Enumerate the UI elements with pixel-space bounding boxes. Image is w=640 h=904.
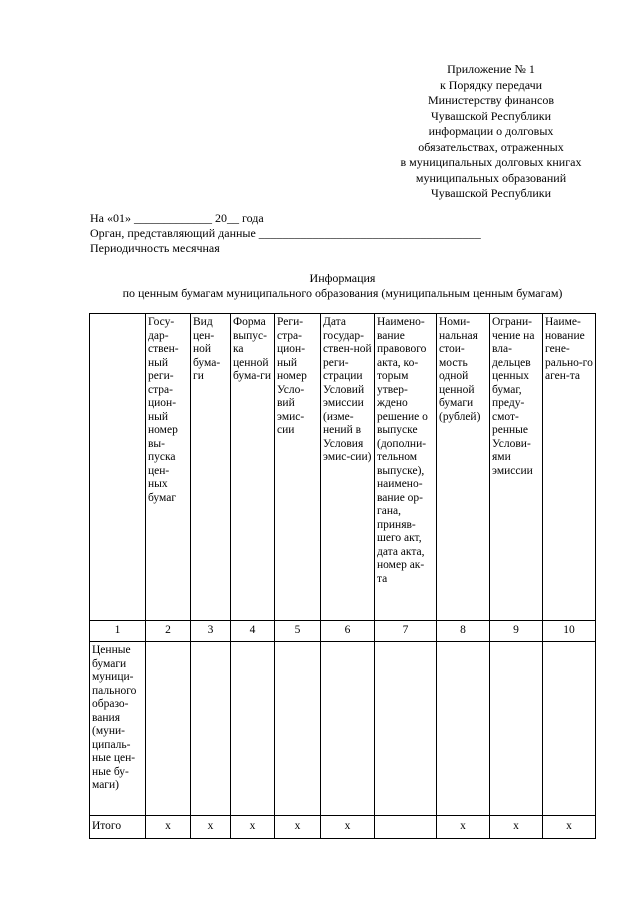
securities-table (89, 313, 596, 839)
table-cell (231, 642, 275, 816)
column-number: 5 (275, 621, 321, 642)
table-cell (321, 642, 375, 816)
column-number: 4 (231, 621, 275, 642)
row-label: Ценные бумаги муници-пального образо-вания (муни-ципаль-ные цен-ные бу-маги) (90, 642, 146, 816)
appendix-line: Чувашской Республики (430, 108, 552, 123)
total-cell: x (191, 816, 231, 839)
document-title (90, 271, 595, 301)
table-header-row (90, 314, 596, 621)
header-cell: Ограни-чение на вла-дельцев ценных бумаг, преду-смот-ренные Услови-ями эмиссии (490, 314, 543, 621)
table-cell (543, 642, 596, 816)
column-number-row (90, 621, 596, 642)
report-date-line: На «01» _____________ 20__ года (90, 211, 264, 225)
header-cell: Наимено-вание правового акта, ко-торым утвер-ждено решение о выпуске (дополни-тельном выпуске), наимено-вание ор-гана, приняв-шего акт, дата акта, номер ак-та (375, 314, 437, 621)
appendix-block (386, 62, 596, 202)
table-cell (490, 642, 543, 816)
title-line-2: по ценным бумагам муниципального образования (муниципальным ценным бумагам) (122, 286, 563, 300)
header-cell (90, 314, 146, 621)
column-number: 7 (375, 621, 437, 642)
total-cell: x (231, 816, 275, 839)
column-number: 9 (490, 621, 543, 642)
total-row (90, 816, 596, 839)
total-cell (375, 816, 437, 839)
column-number: 8 (437, 621, 490, 642)
report-meta (90, 211, 481, 256)
report-periodicity-line: Периодичность месячная (90, 241, 220, 255)
table-row (90, 642, 596, 816)
table-cell (375, 642, 437, 816)
report-organ-line: Орган, представляющий данные _____________________________________ (90, 226, 481, 240)
total-label: Итого (90, 816, 146, 839)
total-cell: x (490, 816, 543, 839)
total-cell: x (146, 816, 191, 839)
total-cell: x (437, 816, 490, 839)
header-cell: Дата государ-ствен-ной реги-страции Условий эмиссии (изме-нений в Условия эмис-сии) (321, 314, 375, 621)
column-number: 6 (321, 621, 375, 642)
appendix-line: Чувашской Республики (430, 186, 552, 200)
header-cell: Наиме-нование гене-рально-го аген-та (543, 314, 596, 621)
header-cell: Номи-нальная стои-мость одной ценной бумаги (рублей) (437, 314, 490, 621)
header-cell: Форма выпус-ка ценной бума-ги (231, 314, 275, 621)
appendix-line: информации о долговых (428, 124, 554, 138)
appendix-line: муниципальных образований (415, 170, 567, 185)
header-cell: Госу-дар-ствен-ный реги-стра-цион-ный номер вы-пуска цен-ных бумаг (146, 314, 191, 621)
table-cell (275, 642, 321, 816)
table-cell (146, 642, 191, 816)
total-cell: x (321, 816, 375, 839)
column-number: 3 (191, 621, 231, 642)
total-cell: x (275, 816, 321, 839)
column-number: 2 (146, 621, 191, 642)
column-number: 1 (90, 621, 146, 642)
appendix-line: обязательствах, отраженных (418, 139, 564, 154)
header-cell: Вид цен-ной бума-ги (191, 314, 231, 621)
title-line-1: Информация (309, 271, 376, 285)
total-cell: x (543, 816, 596, 839)
appendix-line: Приложение № 1 (447, 62, 535, 76)
column-number: 10 (543, 621, 596, 642)
appendix-line: Министерству финансов (427, 93, 555, 107)
appendix-line: в муниципальных долговых книгах (400, 155, 582, 169)
header-cell: Реги-стра-цион-ный номер Усло-вий эмис-сии (275, 314, 321, 621)
table-cell (437, 642, 490, 816)
table-cell (191, 642, 231, 816)
appendix-line: к Порядку передачи (439, 77, 543, 92)
